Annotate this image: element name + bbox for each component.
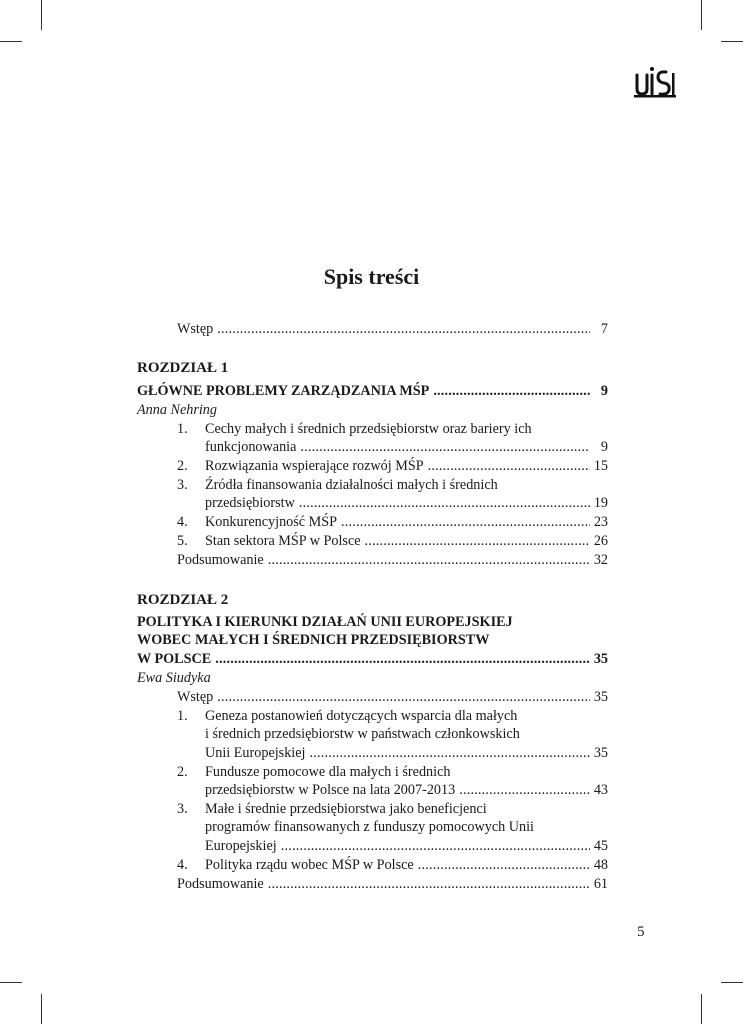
page-title: Spis treści: [323, 264, 420, 289]
toc-entry: [177, 320, 608, 338]
chapter-title: W POLSCE ..... 35: [137, 650, 608, 668]
crop-mark: [701, 994, 702, 1024]
leader-dots: [428, 457, 590, 475]
toc-entry: Unii Europejskiej ..... 35: [205, 744, 608, 762]
chapter-label: ROZDZIAŁ 1: [137, 360, 229, 376]
toc-entry: 1. Geneza postanowień dotyczących wsparcia dla małych: [177, 708, 518, 724]
crop-mark: [701, 0, 702, 30]
leader-dots: [217, 320, 590, 338]
leader-dots: [268, 551, 590, 569]
crop-mark: [721, 982, 743, 983]
leader-dots: [299, 494, 590, 512]
leader-dots: [268, 875, 590, 893]
leader-dots: [459, 781, 590, 799]
leader-dots: [341, 513, 590, 531]
toc-entry: funkcjonowania ..... 9: [205, 438, 608, 456]
toc-entry-page: 7: [600, 321, 608, 337]
toc-entry: 3. Małe i średnie przedsiębiorstwa jako beneficjenci: [177, 801, 487, 817]
toc-entry: 2. Fundusze pomocowe dla małych i średnich: [177, 764, 451, 780]
toc-entry: Wstęp ..... 35: [177, 688, 608, 706]
toc-entry-label: Wstęp: [177, 321, 214, 337]
leader-dots: [433, 382, 590, 400]
leader-dots: [418, 856, 590, 874]
chapter-author: Ewa Siudyka: [137, 670, 211, 686]
leader-dots: [309, 744, 589, 762]
toc-entry: 1. Cechy małych i średnich przedsiębiorstw oraz bariery ich: [177, 421, 532, 437]
crop-mark: [41, 0, 42, 30]
toc-entry: 4. Polityka rządu wobec MŚP w Polsce ..... 48: [177, 856, 608, 874]
chapter-title: POLITYKA I KIERUNKI DZIAŁAŃ UNII EUROPEJSKIEJ: [137, 614, 513, 630]
toc-entry: 3. Źródła finansowania działalności małych i średnich: [177, 477, 498, 493]
toc-entry-continuation: i średnich przedsiębiorstw w państwach członkowskich: [205, 726, 520, 742]
leader-dots: [300, 438, 590, 456]
leader-dots: [281, 837, 590, 855]
toc-entry: Podsumowanie ..... 61: [177, 875, 608, 893]
crop-mark: [0, 41, 22, 42]
publisher-logo-icon: [632, 63, 678, 99]
leader-dots: [215, 650, 590, 668]
chapter-label: ROZDZIAŁ 2: [137, 592, 229, 608]
toc-entry: 4. Konkurencyjność MŚP ..... 23: [177, 513, 608, 531]
leader-dots: [365, 532, 590, 550]
crop-mark: [41, 994, 42, 1024]
page-number: 5: [637, 924, 645, 940]
leader-dots: [217, 688, 590, 706]
toc-entry-continuation: programów finansowanych z funduszy pomocowych Unii: [205, 819, 534, 835]
crop-mark: [721, 41, 743, 42]
crop-mark: [0, 982, 22, 983]
chapter-title: GŁÓWNE PROBLEMY ZARZĄDZANIA MŚP ..... 9: [137, 382, 608, 400]
chapter-author: Anna Nehring: [137, 402, 217, 418]
toc-entry: Podsumowanie ..... 32: [177, 551, 608, 569]
toc-entry: 5. Stan sektora MŚP w Polsce ..... 26: [177, 532, 608, 550]
toc-entry: Europejskiej ..... 45: [205, 837, 608, 855]
toc-entry: przedsiębiorstw ..... 19: [205, 494, 608, 512]
toc-entry: przedsiębiorstw w Polsce na lata 2007-2013 ..... 43: [205, 781, 608, 799]
chapter-title: WOBEC MAŁYCH I ŚREDNICH PRZEDSIĘBIORSTW: [137, 632, 490, 648]
toc-entry: 2. Rozwiązania wspierające rozwój MŚP ..... 15: [177, 457, 608, 475]
